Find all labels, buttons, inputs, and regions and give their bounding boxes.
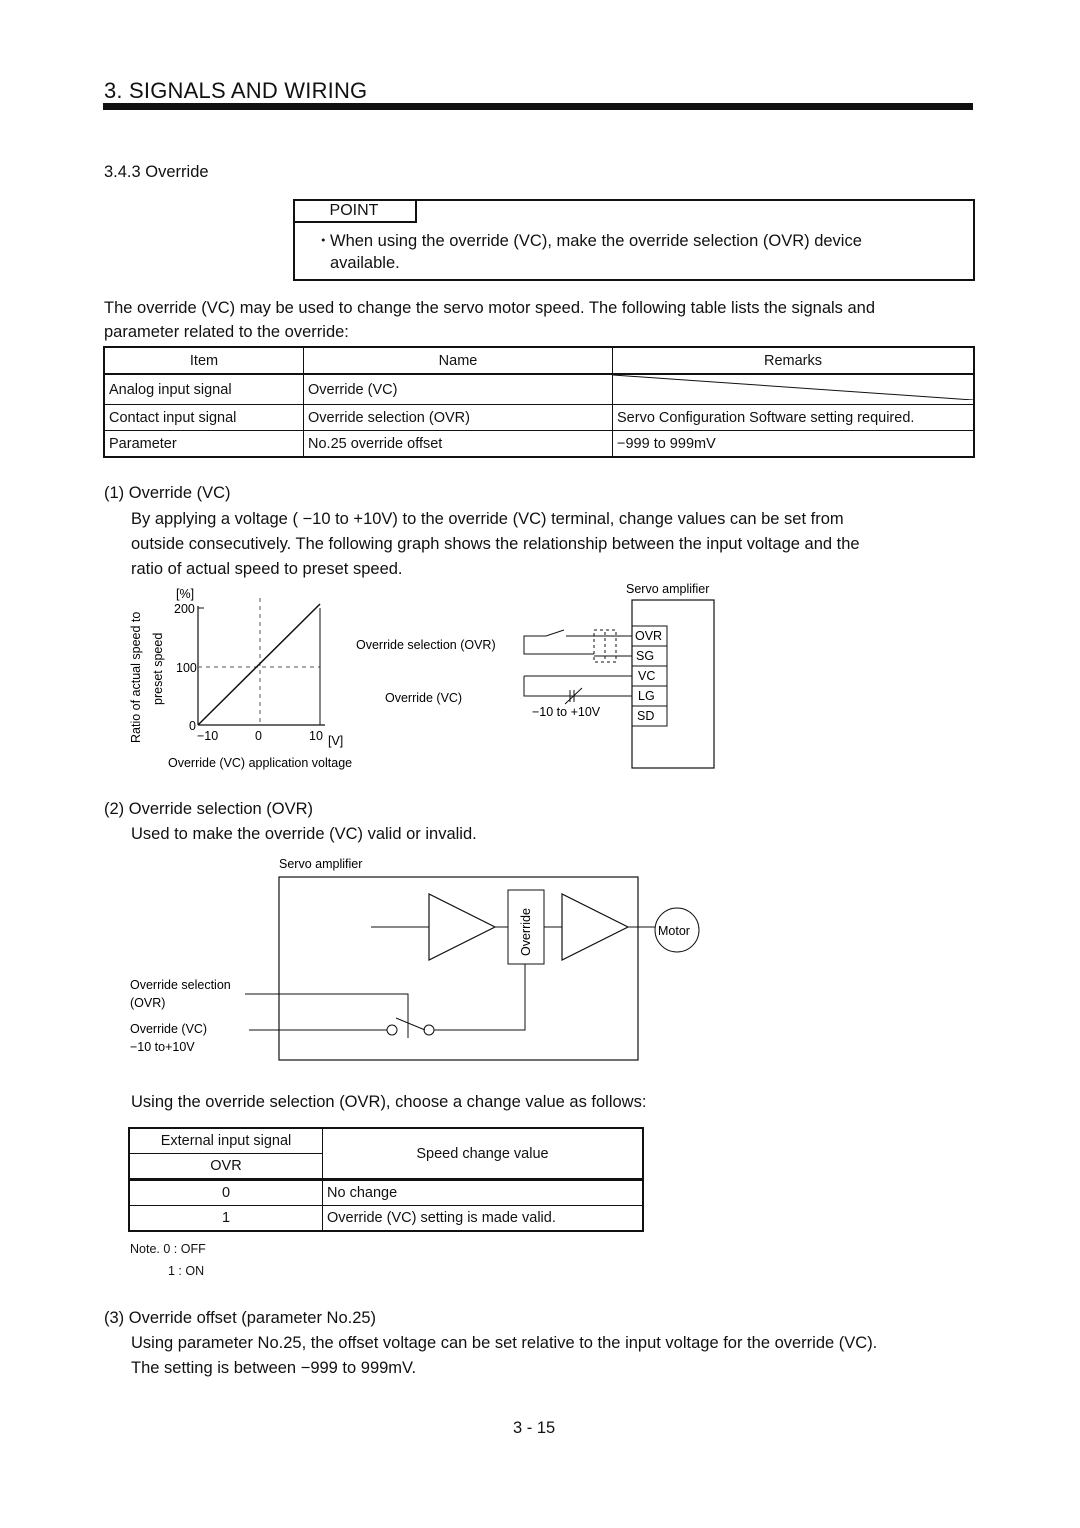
table-cell: Parameter xyxy=(104,431,304,458)
table-row xyxy=(104,374,974,405)
override-block-label: Override xyxy=(519,908,533,956)
table-cell: Override (VC) xyxy=(304,374,613,405)
ovr-table xyxy=(128,1127,644,1232)
table-header-row xyxy=(104,347,974,374)
switch-contact-icon xyxy=(546,630,564,636)
wiring-diagram xyxy=(350,578,740,778)
terminal-label: LG xyxy=(638,689,655,703)
graph-x-tick-neg10: −10 xyxy=(197,729,219,743)
table-cell: Servo Configuration Software setting required. xyxy=(613,405,975,431)
section-heading: 3.4.3 Override xyxy=(104,163,209,181)
table-header-item: Item xyxy=(104,347,304,374)
graph-x-tick-0: 0 xyxy=(255,729,262,743)
intro-line2: parameter related to the override: xyxy=(104,323,349,341)
override-block-diagram xyxy=(125,850,715,1070)
wire xyxy=(524,676,632,696)
table-row xyxy=(104,405,974,431)
table-row xyxy=(129,1206,643,1232)
graph-y-tick-200: 200 xyxy=(174,602,195,616)
graph-xlabel: Override (VC) application voltage xyxy=(168,756,353,770)
page-header-title: 3. SIGNALS AND WIRING xyxy=(104,78,368,103)
switch-contact-icon xyxy=(387,1025,397,1035)
graph-x-unit: [V] xyxy=(328,734,344,748)
sec2-line1: Used to make the override (VC) valid or invalid. xyxy=(131,825,477,843)
block-vc-line1: Override (VC) xyxy=(130,1022,208,1036)
note-line1: Note. 0 : OFF xyxy=(130,1242,206,1256)
table-cell: −999 to 999mV xyxy=(613,431,975,458)
sec1-line1: By applying a voltage ( −10 to +10V) to the override (VC) terminal, change values can be set from xyxy=(131,510,844,528)
sec3-line2: The setting is between −999 to 999mV. xyxy=(131,1359,417,1377)
point-label: POINT xyxy=(293,199,417,223)
table-row xyxy=(104,431,974,458)
table-cell: Override (VC) setting is made valid. xyxy=(323,1206,644,1232)
note-line2: 1 : ON xyxy=(168,1264,205,1278)
terminal-label: OVR xyxy=(635,629,663,643)
table-cell: Analog input signal xyxy=(104,374,304,405)
choose-text: Using the override selection (OVR), choose a change value as follows: xyxy=(131,1093,647,1111)
block-vc-line2: −10 to+10V xyxy=(130,1040,195,1054)
amplifier-triangle-icon xyxy=(562,894,628,960)
wire xyxy=(434,964,525,1030)
table-header-name: Name xyxy=(304,347,613,374)
graph-x-tick-10: 10 xyxy=(309,729,323,743)
sec1-line3: ratio of actual speed to preset speed. xyxy=(131,560,403,578)
motor-label: Motor xyxy=(658,924,690,938)
sec1-heading: (1) Override (VC) xyxy=(104,484,231,502)
wire xyxy=(245,994,408,1038)
graph-ylabel-line1: Ratio of actual speed to xyxy=(129,611,143,743)
block-title: Servo amplifier xyxy=(279,857,363,871)
table-cell: 1 xyxy=(129,1206,323,1232)
table-cell: Override selection (OVR) xyxy=(304,405,613,431)
switch-blade-icon xyxy=(396,1018,425,1030)
wiring-vc-label: Override (VC) xyxy=(385,691,463,705)
table-row xyxy=(129,1180,643,1206)
table-header-external: External input signal xyxy=(129,1128,323,1154)
table-cell: No change xyxy=(323,1180,644,1206)
sec2-heading: (2) Override selection (OVR) xyxy=(104,800,314,818)
intro-line1: The override (VC) may be used to change the servo motor speed. The following table lists the signals and xyxy=(104,299,876,317)
page-number: 3 - 15 xyxy=(513,1419,556,1437)
header-rule xyxy=(103,103,973,110)
wire xyxy=(524,636,594,654)
block-ovr-line2: (OVR) xyxy=(130,996,166,1010)
graph-ylabel-line2: preset speed xyxy=(151,632,165,705)
table-cell: Contact input signal xyxy=(104,405,304,431)
signal-table xyxy=(103,346,975,458)
terminal-label: SD xyxy=(637,709,655,723)
graph-y-tick-0: 0 xyxy=(189,719,196,733)
graph-y-unit: [%] xyxy=(176,587,195,601)
terminal-label: VC xyxy=(638,669,656,683)
sec3-heading: (3) Override offset (parameter No.25) xyxy=(104,1309,377,1327)
block-ovr-line1: Override selection xyxy=(130,978,231,992)
point-text-line2: available. xyxy=(330,254,400,272)
switch-contact-icon xyxy=(424,1025,434,1035)
diagonal-line xyxy=(613,375,973,400)
sec1-line2: outside consecutively. The following graph shows the relationship between the input voltage and the xyxy=(131,535,860,553)
graph-characteristic-line xyxy=(198,604,320,725)
wiring-range-label: −10 to +10V xyxy=(532,705,601,719)
sec3-line1: Using parameter No.25, the offset voltage can be set relative to the input voltage for the override (VC). xyxy=(131,1334,878,1352)
point-text-line1: When using the override (VC), make the override selection (OVR) device xyxy=(330,232,862,250)
table-header-ovr: OVR xyxy=(129,1154,323,1180)
amplifier-triangle-icon xyxy=(429,894,495,960)
table-header-speed: Speed change value xyxy=(323,1128,644,1180)
graph-y-tick-100: 100 xyxy=(176,661,197,675)
table-header-remarks: Remarks xyxy=(613,347,975,374)
point-bullet: ・ xyxy=(315,232,332,250)
table-header-row xyxy=(129,1128,643,1154)
terminal-label: SG xyxy=(636,649,655,663)
servo-amplifier-box xyxy=(632,600,714,768)
wiring-ovr-label: Override selection (OVR) xyxy=(356,638,496,652)
table-cell-diagonal xyxy=(613,374,975,405)
wiring-amp-title: Servo amplifier xyxy=(626,582,710,596)
table-cell: No.25 override offset xyxy=(304,431,613,458)
table-cell: 0 xyxy=(129,1180,323,1206)
